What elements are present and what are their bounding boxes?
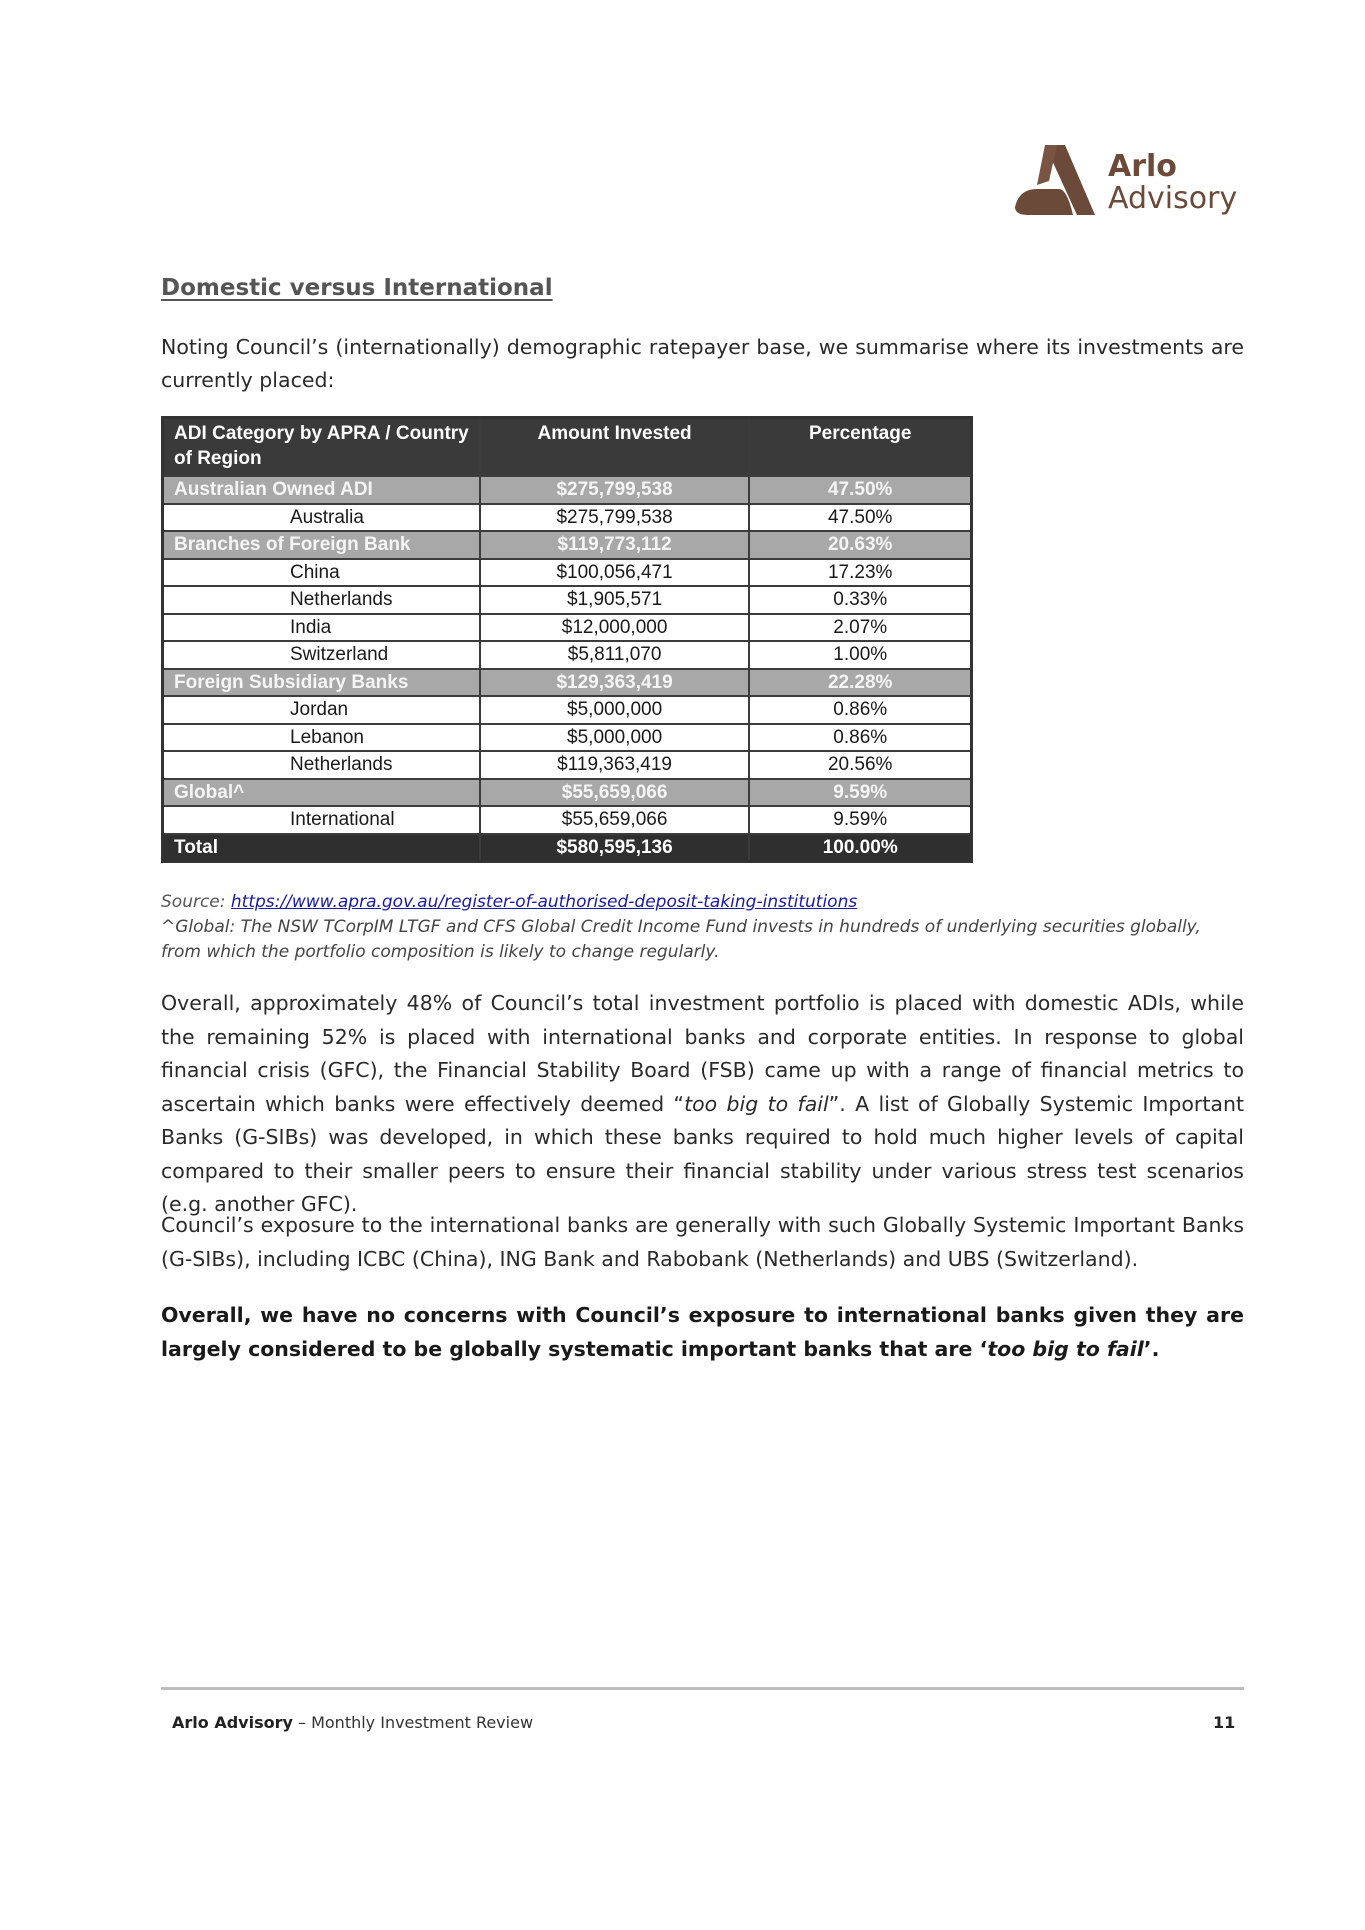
footer-divider bbox=[161, 1687, 1244, 1690]
arlo-a-mark-icon bbox=[1015, 145, 1095, 217]
cell-name: International bbox=[163, 806, 480, 834]
cell-percentage: 22.28% bbox=[749, 669, 971, 697]
logo-line-1: Arlo bbox=[1108, 149, 1177, 184]
cell-name: Branches of Foreign Bank bbox=[163, 531, 480, 559]
table-header-row bbox=[163, 418, 972, 477]
category-row bbox=[163, 669, 972, 697]
cell-amount: $275,799,538 bbox=[480, 476, 750, 504]
cell-amount: $119,773,112 bbox=[480, 531, 750, 559]
table-body bbox=[163, 476, 972, 862]
category-row bbox=[163, 531, 972, 559]
footer-doc-title: – Monthly Investment Review bbox=[292, 1713, 534, 1732]
cell-name: China bbox=[163, 559, 480, 587]
source-line bbox=[161, 890, 857, 915]
cell-percentage: 100.00% bbox=[749, 834, 971, 862]
source-link[interactable]: https://www.apra.gov.au/register-of-authorised-deposit-taking-institutions bbox=[230, 892, 858, 912]
footer-brand: Arlo Advisory bbox=[172, 1713, 293, 1732]
cell-percentage: 0.86% bbox=[749, 696, 971, 724]
cell-amount: $12,000,000 bbox=[480, 614, 750, 642]
logo-wordmark bbox=[1108, 151, 1237, 215]
page-number: 11 bbox=[1213, 1713, 1236, 1732]
table-row bbox=[163, 724, 972, 752]
paragraph-exposure: Council’s exposure to the international banks are generally with such Globally Systemic Important Banks (G-SIBs), including ICBC (China), ING Bank and Rabobank (Netherlands) and UBS (Switzerland). bbox=[161, 1213, 1244, 1271]
header-amount: Amount Invested bbox=[480, 418, 750, 477]
category-row bbox=[163, 779, 972, 807]
table-row bbox=[163, 751, 972, 779]
cell-name: Total bbox=[163, 834, 480, 862]
cell-percentage: 47.50% bbox=[749, 504, 971, 532]
cell-percentage: 9.59% bbox=[749, 779, 971, 807]
cell-amount: $5,811,070 bbox=[480, 641, 750, 669]
cell-name: Jordan bbox=[163, 696, 480, 724]
cell-name: Netherlands bbox=[163, 751, 480, 779]
cell-name: India bbox=[163, 614, 480, 642]
para3-emphasis: too big to fail bbox=[987, 1336, 1144, 1361]
cell-amount: $55,659,066 bbox=[480, 806, 750, 834]
table-row bbox=[163, 559, 972, 587]
paragraph-overview bbox=[161, 987, 1244, 1222]
cell-percentage: 0.86% bbox=[749, 724, 971, 752]
para1-text-a: Overall, approximately 48% of Council’s total investment portfolio is placed with domestic ADIs, while the remaining 52% is placed with international banks and corporate entities. In response to global financial crisis (GFC), the Financial Stability Board (FSB) came up with a range of financial metrics to ascertain which banks were effectively deemed “ bbox=[161, 991, 1244, 1116]
global-footnote: ^Global: The NSW TCorpIM LTGF and CFS Global Credit Income Fund invests in hundreds of underlying securities globally, from which the portfolio composition is likely to change regularly. bbox=[161, 917, 1201, 962]
cell-amount: $5,000,000 bbox=[480, 696, 750, 724]
source-label: Source: bbox=[161, 892, 231, 912]
cell-amount: $129,363,419 bbox=[480, 669, 750, 697]
cell-name: Foreign Subsidiary Banks bbox=[163, 669, 480, 697]
cell-amount: $580,595,136 bbox=[480, 834, 750, 862]
cell-amount: $1,905,571 bbox=[480, 586, 750, 614]
para3-text-a: Overall, we have no concerns with Council’s exposure to international banks given they are largely considered to be globally systematic important banks that are ‘ bbox=[161, 1303, 1244, 1361]
cell-percentage: 1.00% bbox=[749, 641, 971, 669]
cell-percentage: 9.59% bbox=[749, 806, 971, 834]
arlo-advisory-logo bbox=[1015, 145, 1245, 225]
header-category: ADI Category by APRA / Country of Region bbox=[163, 418, 480, 477]
footer-title bbox=[172, 1713, 533, 1732]
intro-paragraph: Noting Council’s (internationally) demographic ratepayer base, we summarise where its investments are currently placed: bbox=[161, 335, 1244, 392]
total-row bbox=[163, 834, 972, 862]
cell-name: Australia bbox=[163, 504, 480, 532]
cell-name: Lebanon bbox=[163, 724, 480, 752]
para3-text-b: ’. bbox=[1143, 1336, 1160, 1361]
paragraph-conclusion bbox=[161, 1299, 1244, 1366]
table-row bbox=[163, 586, 972, 614]
table-row bbox=[163, 806, 972, 834]
cell-amount: $5,000,000 bbox=[480, 724, 750, 752]
cell-name: Global^ bbox=[163, 779, 480, 807]
cell-percentage: 20.56% bbox=[749, 751, 971, 779]
cell-amount: $55,659,066 bbox=[480, 779, 750, 807]
category-row bbox=[163, 476, 972, 504]
cell-amount: $275,799,538 bbox=[480, 504, 750, 532]
cell-name: Netherlands bbox=[163, 586, 480, 614]
table-row bbox=[163, 614, 972, 642]
adi-investment-table bbox=[161, 416, 973, 863]
cell-name: Switzerland bbox=[163, 641, 480, 669]
cell-percentage: 2.07% bbox=[749, 614, 971, 642]
para1-emphasis: too big to fail bbox=[684, 1091, 829, 1116]
table-row bbox=[163, 504, 972, 532]
cell-percentage: 20.63% bbox=[749, 531, 971, 559]
cell-percentage: 0.33% bbox=[749, 586, 971, 614]
cell-name: Australian Owned ADI bbox=[163, 476, 480, 504]
table-row bbox=[163, 641, 972, 669]
cell-amount: $100,056,471 bbox=[480, 559, 750, 587]
cell-percentage: 47.50% bbox=[749, 476, 971, 504]
logo-line-2: Advisory bbox=[1108, 181, 1238, 216]
header-percentage: Percentage bbox=[749, 418, 971, 477]
section-heading: Domestic versus International bbox=[161, 275, 553, 301]
cell-amount: $119,363,419 bbox=[480, 751, 750, 779]
table-row bbox=[163, 696, 972, 724]
para1-text-b: ”. A list of Globally Systemic Important Banks (G-SIBs) was developed, in which these banks required to hold much higher levels of capital compared to their smaller peers to ensure their financial stability under various stress test scenarios (e.g. another GFC). bbox=[161, 1091, 1244, 1216]
cell-percentage: 17.23% bbox=[749, 559, 971, 587]
